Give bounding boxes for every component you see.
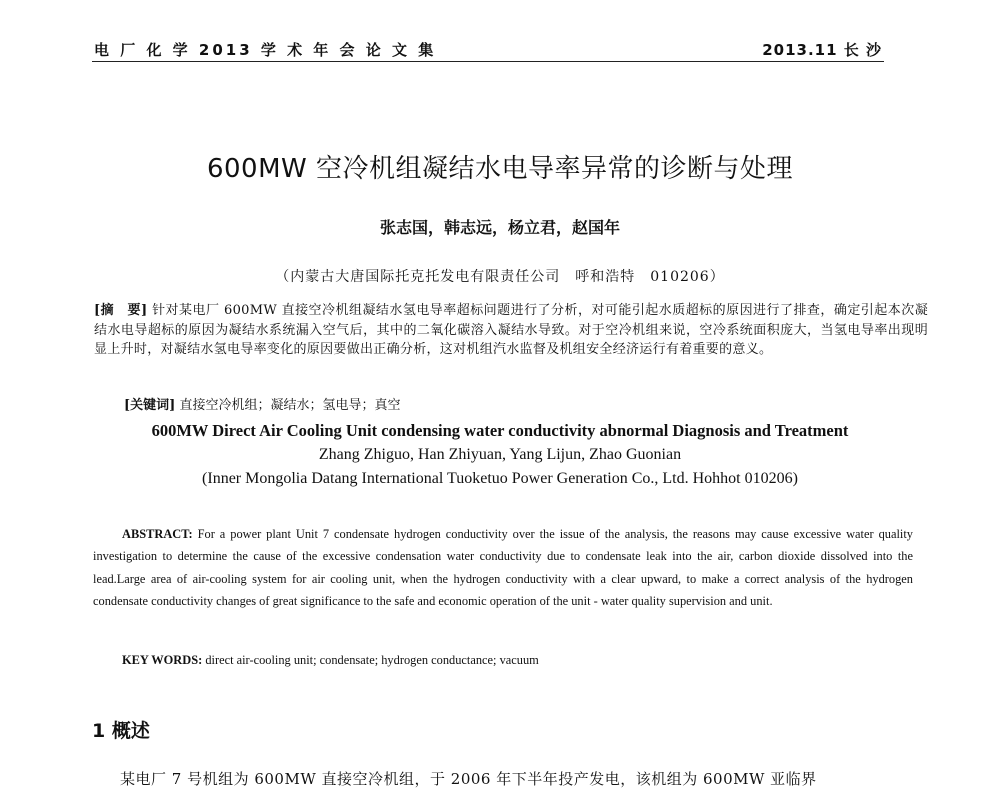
running-header-left: 电 厂 化 学 2013 学 术 年 会 论 文 集: [94, 41, 437, 59]
abstract-en-text: For a power plant Unit 7 condensate hydrogen conductivity over the issue of the analysis, the reasons may cause excessive water quality investigation to determine the cause of the excessive condensation water conductivity due to condensate leak into the air, carbon dioxide dissolved into the lead.Large area of air-cooling system for air cooling unit, when the hydrogen conductivity with a clear upward, to make a correct analysis of the hydrogen condensate conductivity changes of great significance to the safe and economic operation of the unit - water quality supervision and unit.: [93, 527, 913, 609]
authors-en: Zhang Zhiguo, Han Zhiyuan, Yang Lijun, Zhao Guonian: [318, 446, 682, 463]
section-1-heading: 1 概述: [92, 720, 150, 742]
authors-zh: 张志国，韩志远，杨立君，赵国年: [379, 218, 620, 237]
paper-title-en: 600MW Direct Air Cooling Unit condensing water conductivity abnormal Diagnosis and Treatment: [151, 421, 849, 440]
keywords-en-label: KEY WORDS:: [122, 653, 203, 667]
abstract-en-label: ABSTRACT:: [122, 527, 193, 541]
keywords-zh: [124, 396, 904, 415]
abstract-en: [93, 523, 913, 613]
running-header-right: 2013.11 长 沙: [762, 41, 882, 59]
abstract-zh: [94, 301, 928, 360]
abstract-zh-label: [摘 要]: [94, 303, 148, 318]
affiliation-zh: （内蒙古大唐国际托克托发电有限责任公司 呼和浩特 010206）: [275, 269, 725, 285]
paper-title-zh: 600MW 空冷机组凝结水电导率异常的诊断与处理: [206, 154, 794, 184]
abstract-zh-text: 针对某电厂 600MW 直接空冷机组凝结水氢电导率超标问题进行了分析，对可能引起水质超标的原因进行了排查，确定引起本次凝结水电导超标的原因为凝结水系统漏入空气后，其中的二氧化碳溶入凝结水导致。对于空冷机组来说，空冷系统面积庞大，当氢电导率出现明显上升时，对凝结水氢电导率变化的原因要做出正确分析，这对机组汽水监督及机组安全经济运行有着重要的意义。: [94, 303, 928, 357]
keywords-en-text: direct air-cooling unit; condensate; hydrogen conductance; vacuum: [202, 653, 539, 667]
keywords-en: [122, 653, 902, 668]
affiliation-en: (Inner Mongolia Datang International Tuoketuo Power Generation Co., Ltd. Hohhot 010206): [202, 470, 798, 487]
section-1-first-line: 某电厂 7 号机组为 600MW 直接空冷机组，于 2006 年下半年投产发电，该机组为 600MW 亚临界: [120, 770, 817, 788]
header-rule: [92, 61, 884, 62]
keywords-zh-text: 直接空冷机组；凝结水；氢电导；真空: [175, 398, 401, 413]
keywords-zh-label: [关键词]: [124, 398, 176, 413]
